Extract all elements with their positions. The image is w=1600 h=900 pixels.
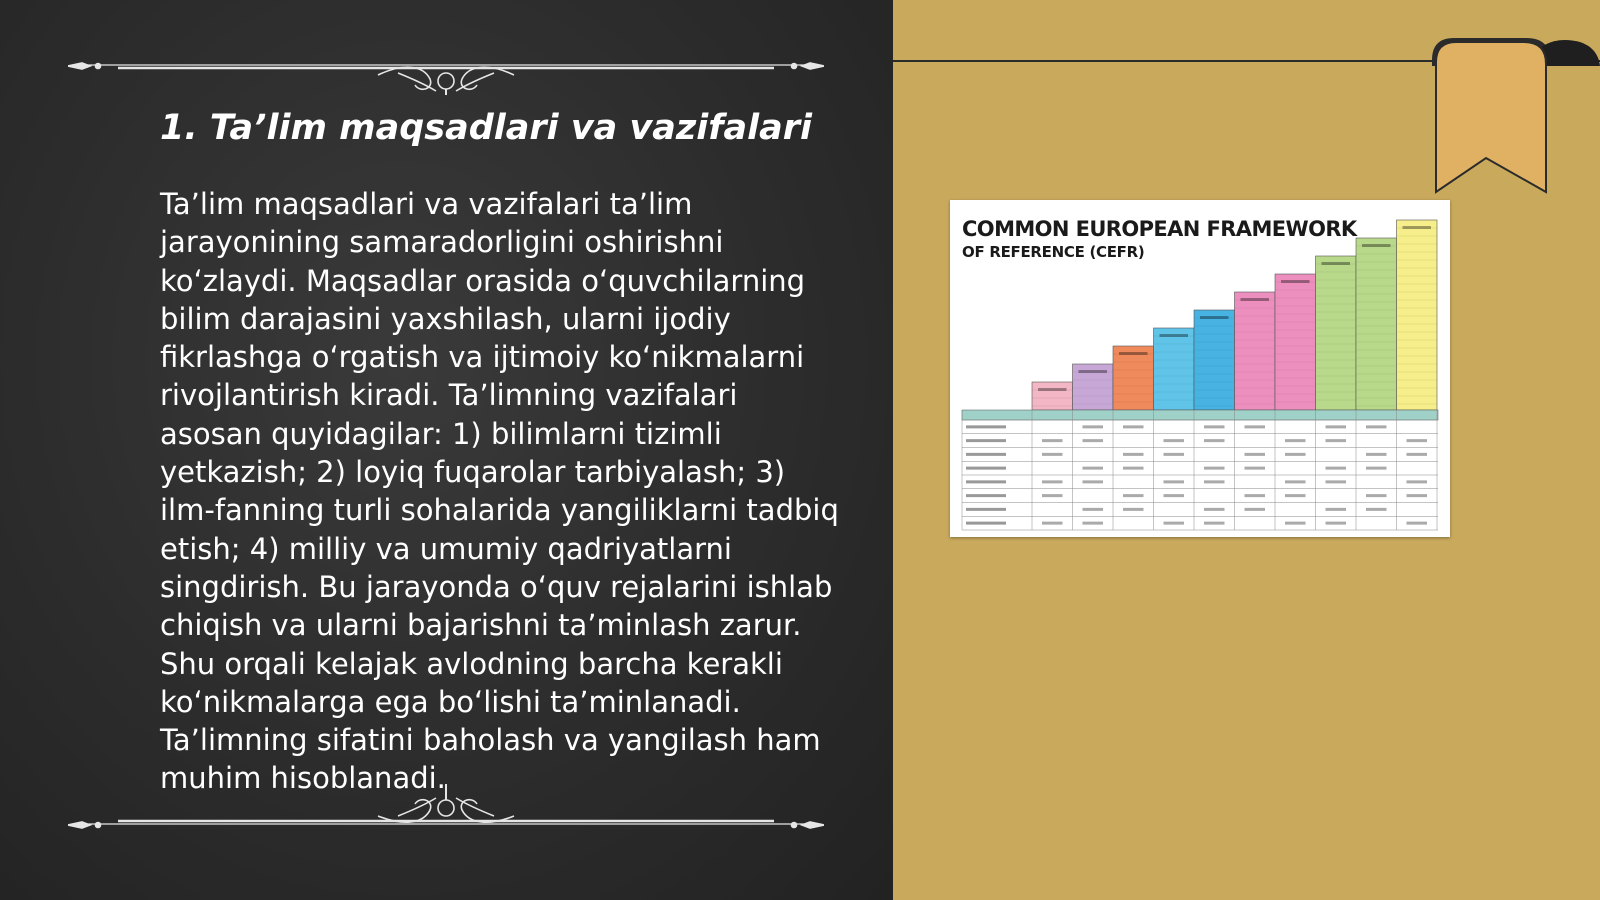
cefr-title-line1: COMMON EUROPEAN FRAMEWORK	[962, 217, 1357, 241]
cefr-chart-image	[950, 200, 1450, 537]
cefr-step-10	[1397, 220, 1438, 410]
slide-body-text: Ta’lim maqsadlari va vazifalari ta’lim jarayonining samaradorligini oshirishni ko‘zlaydi. Maqsadlar orasida o‘quvchilarning bilim darajasini yaxshilash, ularni ijodiy fikrlashga o‘rgatish va ijtimoiy ko‘nikmalarni rivojlantirish kiradi. Ta’limning vazifalari asosan quyidagilar: 1) bilimlarni tizimli yetkazish; 2) loyiq fuqarolar tarbiyalash; 3) ilm-fanning turli sohalarida yangiliklarni tadbiq etish; 4) milliy va umumiy qadriyatlarni singdirish. Bu jarayonda o‘quv rejalarini ishlab chiqish va ularni bajarishni ta’minlash zarur. Shu orqali kelajak avlodning barcha kerakli ko‘nikmalarga ega bo‘lishi ta’minlanadi. Ta’limning sifatini baholash va yangilash ham muhim hisoblanadi.	[160, 187, 839, 796]
cefr-step-5	[1194, 310, 1235, 410]
cefr-step-4	[1154, 328, 1195, 410]
cefr-step-8	[1316, 256, 1357, 410]
cefr-title-line2: OF REFERENCE (CEFR)	[962, 243, 1145, 261]
bookmark-ribbon	[1432, 36, 1600, 201]
cefr-step-7	[1275, 274, 1316, 410]
slide-title: 1. Ta’lim maqsadlari va vazifalari	[160, 108, 812, 148]
cefr-title	[962, 216, 1357, 262]
cefr-step-6	[1235, 292, 1276, 410]
cefr-step-9	[1356, 238, 1397, 410]
ornament-bottom	[68, 780, 824, 830]
ornament-top	[68, 45, 824, 95]
